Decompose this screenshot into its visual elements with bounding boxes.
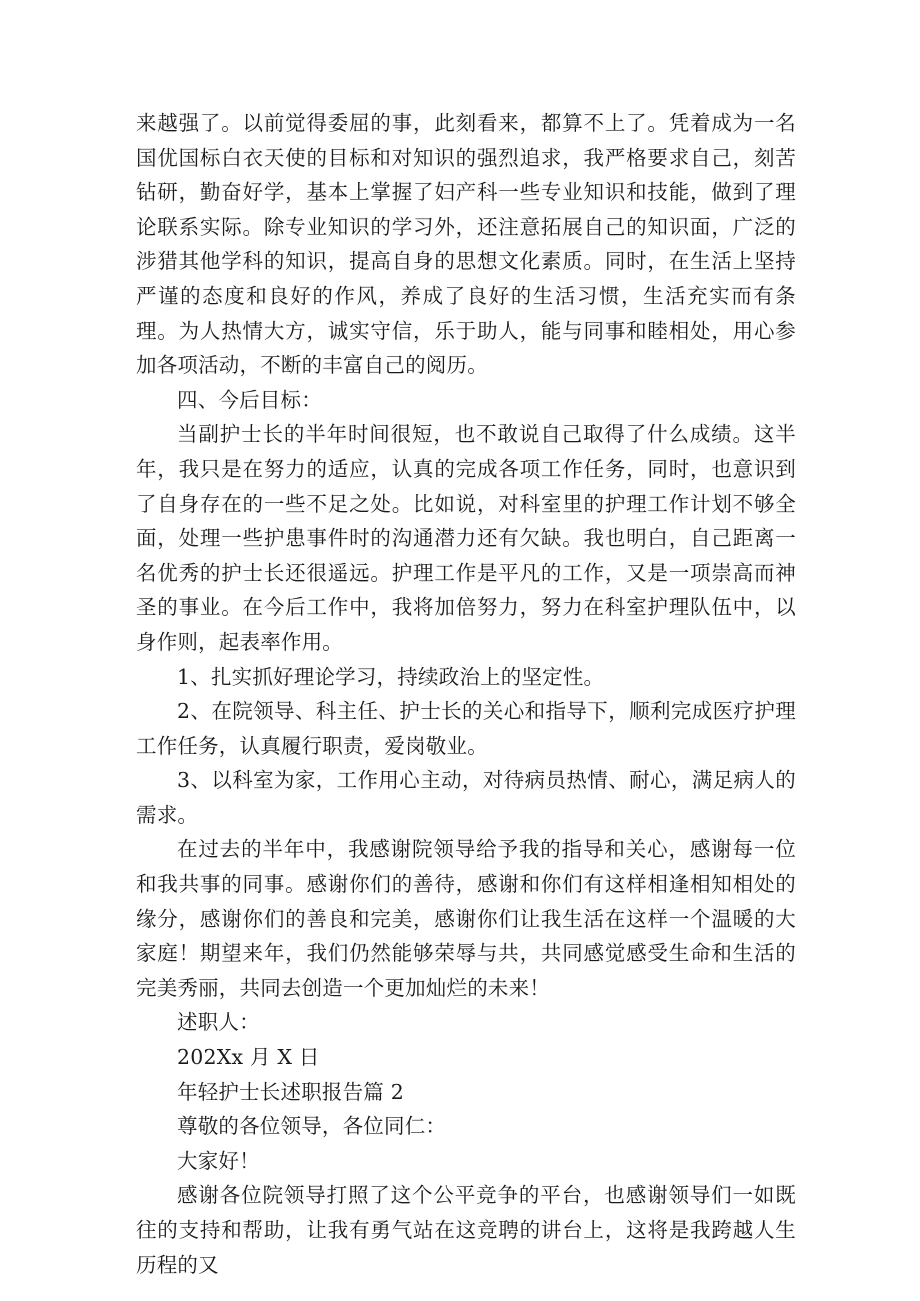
greeting: 大家好！ (177, 1148, 260, 1173)
document-body (136, 106, 796, 1282)
paragraph-goals-intro: 当副护士长的半年时间很短，也不敢说自己取得了什么成绩。这半年，我只是在努力的适应，认真的完成各项工作任务，同时，也意识到了自身存在的一些不足之处。比如说，对科室里的护理工作计划不够全面，处理一些护患事件时的沟通潜力还有欠缺。我也明白，自己距离一名优秀的护士长还很遥远。护理工作是平凡的工作，又是一项崇高而神圣的事业。在今后工作中，我将加倍努力，努力在科室护理队伍中，以身作则，起表率作用。 (136, 422, 796, 654)
report-title: 年轻护士长述职报告篇 2 (177, 1079, 404, 1104)
list-item-1: 1、扎实抓好理论学习，持续政治上的坚定性。 (177, 664, 605, 689)
paragraph-thanks: 在过去的半年中，我感谢院领导给予我的指导和关心，感谢每一位和我共事的同事。感谢你们的善待，感谢和你们有这样相逢相知相处的缘分，感谢你们的善良和完美，感谢你们让我生活在这样一个温暖的大家庭！期望来年，我们仍然能够荣辱与共，共同感觉感受生命和生活的完美秀丽，共同去创造一个更加灿烂的未来！ (136, 837, 796, 1000)
paragraph-continuation: 来越强了。以前觉得委屈的事，此刻看来，都算不上了。凭着成为一名国优国标白衣天使的目标和对知识的强烈追求，我严格要求自己，刻苦钻研，勤奋好学，基本上掌握了妇产科一些专业知识和技能，做到了理论联系实际。除专业知识的学习外，还注意拓展自己的知识面，广泛的涉猎其他学科的知识，提高自身的思想文化素质。同时，在生活上坚持严谨的态度和良好的作风，养成了良好的生活习惯，生活充实而有条理。为人热情大方，诚实守信，乐于助人，能与同事和睦相处，用心参加各项活动，不断的丰富自己的阅历。 (136, 111, 796, 378)
list-item-2: 2、在院领导、科主任、护士长的关心和指导下，顺利完成医疗护理工作任务，认真履行职责，爱岗敬业。 (136, 699, 796, 758)
section-heading-future-goals: 四、今后目标： (177, 387, 322, 412)
salutation: 尊敬的各位领导，各位同仁： (177, 1114, 447, 1139)
paragraph-opening: 感谢各位院领导打照了这个公平竞争的平台，也感谢领导们一如既往的支持和帮助，让我有勇气站在这竞聘的讲台上，这将是我跨越人生历程的又 (136, 1183, 796, 1277)
signature-label: 述职人： (177, 1010, 260, 1035)
signature-date: 202Xx 月 X 日 (177, 1045, 320, 1070)
list-item-3: 3、以科室为家，工作用心主动，对待病员热情、耐心，满足病人的需求。 (136, 768, 796, 827)
